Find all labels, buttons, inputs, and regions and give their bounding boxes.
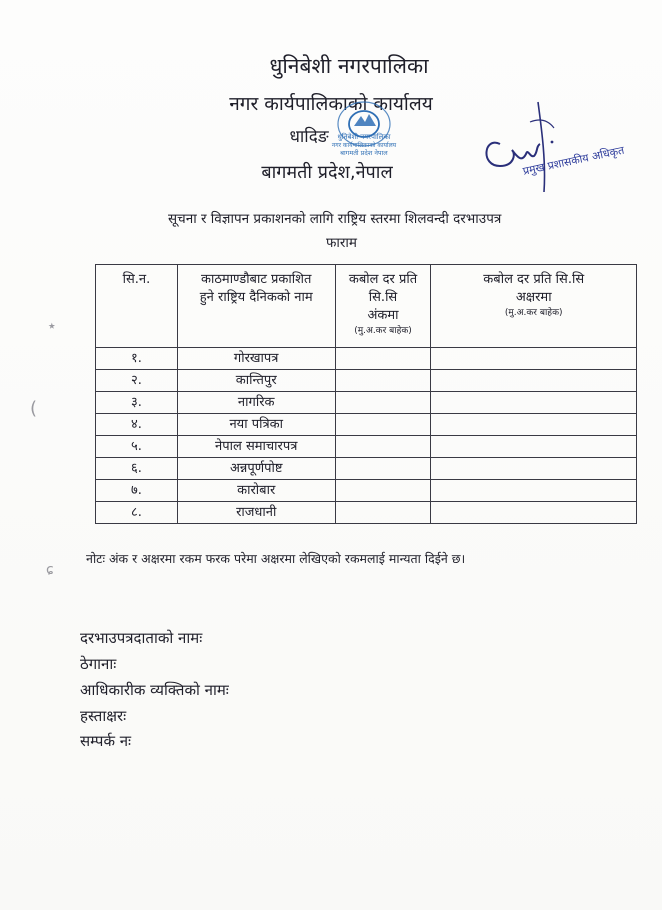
office-name: नगर कार्यपालिकाको कार्यालय	[229, 93, 433, 115]
header-rate-in-words: कबोल दर प्रति सि.सि अक्षरमा (मु.अ.कर बाहेक)	[431, 265, 637, 348]
municipality-name: धुनिबेशी नगरपालिका	[269, 54, 429, 78]
rate-figures-cell[interactable]	[335, 480, 431, 502]
rate-words-cell[interactable]	[431, 348, 637, 370]
row-newspaper: अन्नपूर्णपोष्ट	[177, 458, 335, 480]
rate-words-cell[interactable]	[431, 414, 637, 436]
header-newspaper-name: काठमाण्डौबाट प्रकाशित हुने राष्ट्रिय दैनिकको नाम	[177, 265, 335, 348]
seal-text-mid: नगर कार्यपालिकाको कार्यालय	[331, 142, 397, 149]
row-serial: ५.	[96, 436, 178, 458]
row-newspaper: राजधानी	[177, 502, 335, 524]
table-row	[96, 348, 637, 370]
scan-mark: (	[30, 398, 38, 419]
form-title: फाराम	[326, 235, 357, 251]
row-newspaper: नया पत्रिका	[177, 414, 335, 436]
address-field[interactable]: ठेगानाः	[80, 655, 117, 673]
table-row	[96, 436, 637, 458]
handwritten-signature	[470, 92, 580, 197]
row-serial: ४.	[96, 414, 178, 436]
rate-figures-cell[interactable]	[335, 370, 431, 392]
header-serial-number: सि.न.	[96, 265, 178, 348]
seal-text-bottom: बागमती प्रदेश नेपाल	[340, 149, 388, 157]
rate-figures-cell[interactable]	[335, 436, 431, 458]
row-serial: २.	[96, 370, 178, 392]
signature-field[interactable]: हस्ताक्षरः	[80, 707, 127, 725]
row-newspaper: नेपाल समाचारपत्र	[177, 436, 335, 458]
table-row	[96, 392, 637, 414]
rate-words-cell[interactable]	[431, 458, 637, 480]
row-serial: ८.	[96, 502, 178, 524]
row-newspaper: कारोबार	[177, 480, 335, 502]
scan-mark: ٭	[48, 318, 56, 334]
rate-figures-cell[interactable]	[335, 502, 431, 524]
office-location: धादिङ	[289, 127, 329, 147]
rate-figures-cell[interactable]	[335, 414, 431, 436]
table-row	[96, 414, 637, 436]
table-row	[96, 480, 637, 502]
header-rate-in-figures: कबोल दर प्रति सि.सि अंकमा (मु.अ.कर बाहेक)	[335, 265, 431, 348]
bidder-name-field[interactable]: दरभाउपत्रदाताको नामः	[80, 629, 203, 647]
row-newspaper: नागरिक	[177, 392, 335, 414]
rate-figures-cell[interactable]	[335, 392, 431, 414]
rate-figures-cell[interactable]	[335, 458, 431, 480]
rate-figures-cell[interactable]	[335, 348, 431, 370]
seal-text-top: धुनिबेशी नगरपालिका	[337, 133, 391, 141]
signatory-title: प्रमुख प्रशासकीय अधिकृत	[521, 143, 626, 178]
row-serial: ६.	[96, 458, 178, 480]
contact-field[interactable]: सम्पर्क नः	[80, 732, 132, 750]
rate-words-cell[interactable]	[431, 436, 637, 458]
table-row	[96, 458, 637, 480]
notice-title: सूचना र विज्ञापन प्रकाशनको लागि राष्ट्रिय स्तरमा शिलवन्दी दरभाउपत्र	[168, 211, 502, 227]
rate-words-cell[interactable]	[431, 480, 637, 502]
municipality-seal	[318, 92, 410, 162]
table-row	[96, 370, 637, 392]
rate-words-cell[interactable]	[431, 392, 637, 414]
quotation-table	[95, 264, 637, 524]
scan-mark: ɕ	[46, 562, 54, 578]
table-row	[96, 502, 637, 524]
authorized-person-field[interactable]: आधिकारीक व्यक्तिको नामः	[80, 681, 229, 699]
row-newspaper: गोरखापत्र	[177, 348, 335, 370]
row-newspaper: कान्तिपुर	[177, 370, 335, 392]
row-serial: १.	[96, 348, 178, 370]
rate-words-cell[interactable]	[431, 370, 637, 392]
rate-words-cell[interactable]	[431, 502, 637, 524]
note-text: नोटः अंक र अक्षरमा रकम फरक परेमा अक्षरमा लेखिएको रकमलाई मान्यता दिईने छ।	[86, 551, 466, 566]
table-header-row	[96, 265, 637, 348]
province-name: बागमती प्रदेश,नेपाल	[261, 162, 393, 183]
row-serial: ३.	[96, 392, 178, 414]
row-serial: ७.	[96, 480, 178, 502]
